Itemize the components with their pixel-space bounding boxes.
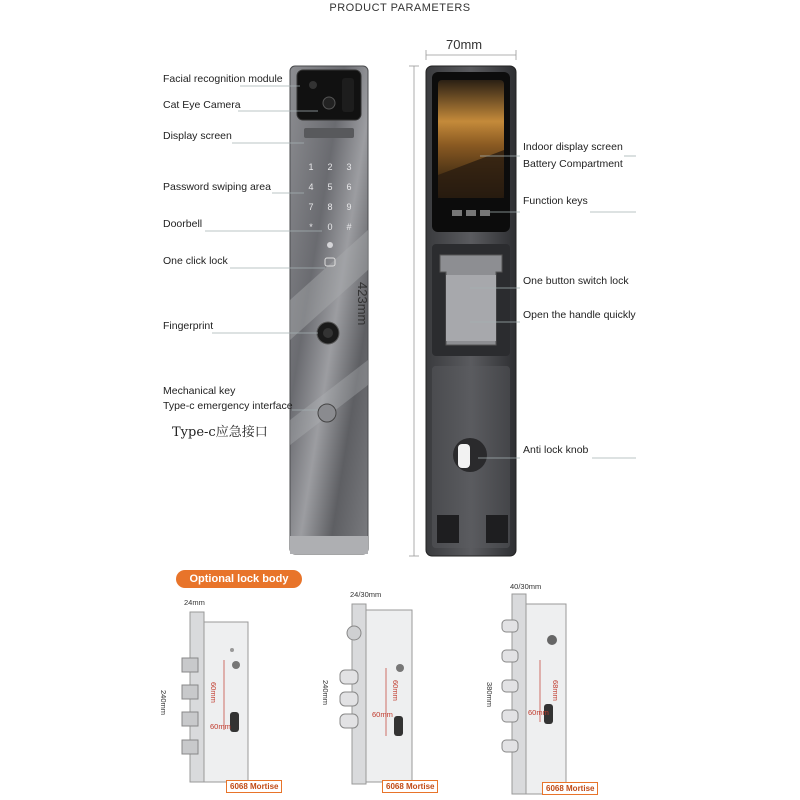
height-dimension: 423mm xyxy=(355,282,370,326)
key: * xyxy=(309,222,313,232)
mortise-3-center-dim: 68mm xyxy=(551,680,560,701)
label-cat-eye-camera: Cat Eye Camera xyxy=(163,99,241,111)
page-title: PRODUCT PARAMETERS xyxy=(329,2,471,14)
mortise-2-center-dim: 60mm xyxy=(391,680,400,701)
mortise-3-top-dim: 40/30mm xyxy=(510,582,542,591)
mortise-1-center-dim: 60mm xyxy=(209,682,218,703)
key: 9 xyxy=(346,202,352,212)
mortise-1-top-dim: 24mm xyxy=(184,598,205,607)
knob-icon xyxy=(458,444,470,468)
mortise-2-side-dim: 240mm xyxy=(321,680,330,706)
label-one-click-lock: One click lock xyxy=(163,255,228,267)
key: 5 xyxy=(327,182,333,192)
key: # xyxy=(346,222,352,232)
mortise-3-side-dim: 380mm xyxy=(485,682,494,708)
key-hole-icon xyxy=(318,404,336,422)
label-password-area: Password swiping area xyxy=(163,181,271,193)
back-panel xyxy=(426,66,516,556)
label-fingerprint: Fingerprint xyxy=(163,320,214,332)
label-function-keys: Function keys xyxy=(523,195,588,207)
key: 0 xyxy=(327,222,333,232)
label-switch-lock: One button switch lock xyxy=(523,275,629,287)
key: 1 xyxy=(308,162,314,172)
label-doorbell: Doorbell xyxy=(163,218,203,230)
mortise-3-lower-dim: 60mm xyxy=(528,708,549,717)
mortise-1-side-dim: 240mm xyxy=(159,690,168,716)
label-indoor-display: Indoor display screen xyxy=(523,141,623,153)
mortise-2 xyxy=(340,604,412,784)
key: 2 xyxy=(327,162,333,172)
key: 4 xyxy=(308,182,314,192)
label-battery-compartment: Battery Compartment xyxy=(523,158,623,170)
mortise-1-lower-dim: 60mm xyxy=(210,722,231,731)
mortise-2-lower-dim: 60mm xyxy=(372,710,393,719)
label-mechanical-key: Mechanical key xyxy=(163,385,236,397)
mortise-2-top-dim: 24/30mm xyxy=(350,590,382,599)
label-display-screen: Display screen xyxy=(163,130,232,142)
label-typec-chinese: Type-c应急接口 xyxy=(172,425,268,440)
label-anti-lock-knob: Anti lock knob xyxy=(523,444,589,456)
optional-lock-body-badge: Optional lock body xyxy=(176,570,302,588)
mortise-1-tag: 6068 Mortise xyxy=(226,780,282,793)
label-open-handle: Open the handle quickly xyxy=(523,309,636,321)
width-dimension: 70mm xyxy=(446,37,483,52)
key: 3 xyxy=(346,162,352,172)
key: 7 xyxy=(308,202,314,212)
label-facial-recognition: Facial recognition module xyxy=(163,73,283,85)
mortise-2-tag: 6068 Mortise xyxy=(382,780,438,793)
key: 6 xyxy=(346,182,352,192)
key: 8 xyxy=(327,202,333,212)
label-typec-interface: Type-c emergency interface xyxy=(163,400,293,412)
mortise-3-tag: 6068 Mortise xyxy=(542,782,598,795)
doorbell-icon xyxy=(327,242,333,248)
